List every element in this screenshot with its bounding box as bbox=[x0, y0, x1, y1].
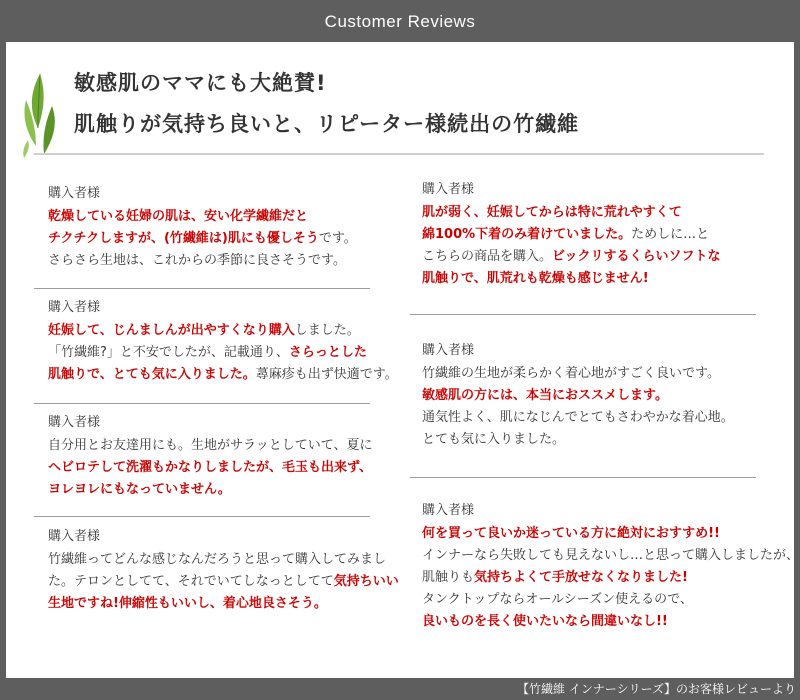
review-line bbox=[48, 479, 372, 501]
highlighted-text: 乾燥している妊婦の肌は、安い化学繊維だと bbox=[48, 209, 309, 224]
review-text: タンクトップならオールシーズン使えるので、 bbox=[422, 592, 693, 607]
review-line bbox=[422, 523, 799, 545]
review-text: 通気性よく、肌になじんでとてもさわやかな着心地。 bbox=[422, 410, 734, 425]
review-line bbox=[48, 593, 399, 615]
review-divider bbox=[410, 477, 756, 478]
highlighted-text: チクチクしますが、(竹繊維は)肌にも優しそう bbox=[48, 231, 319, 246]
review-line bbox=[48, 457, 372, 479]
highlighted-text: ヘビロテして洗濯もかなりしましたが、毛玉も出来ず、 bbox=[48, 460, 372, 475]
review-text: インナーなら失敗しても見えないし…と思って購入しましたが、 bbox=[422, 548, 800, 563]
review-author: 購入者様 bbox=[48, 300, 101, 315]
review-panel bbox=[6, 42, 800, 678]
review-line bbox=[422, 202, 721, 224]
review-line bbox=[422, 429, 734, 451]
review-block bbox=[422, 179, 721, 290]
review-line bbox=[422, 224, 721, 246]
page-header bbox=[0, 0, 800, 42]
review-line bbox=[422, 385, 734, 407]
highlighted-text: 肌触りで、とても気に入りました。 bbox=[48, 367, 256, 382]
highlighted-text: 肌触りで、肌荒れも乾燥も感じません! bbox=[422, 271, 649, 286]
review-text: こちらの商品を購入。 bbox=[422, 249, 553, 264]
review-text: 自分用とお友達用にも。生地がサラッとしていて、夏に bbox=[48, 438, 373, 453]
review-divider bbox=[34, 403, 370, 404]
review-block bbox=[48, 412, 372, 501]
review-block bbox=[422, 500, 799, 633]
review-block bbox=[48, 183, 357, 272]
review-block bbox=[422, 340, 734, 451]
review-line bbox=[48, 320, 398, 342]
review-block bbox=[48, 526, 399, 615]
review-text: しました。 bbox=[294, 323, 360, 338]
review-line bbox=[422, 567, 799, 589]
review-author: 購入者様 bbox=[48, 186, 101, 201]
review-author: 購入者様 bbox=[422, 182, 475, 197]
highlighted-text: ビックリするくらいソフトな bbox=[552, 249, 721, 264]
review-line bbox=[422, 545, 799, 567]
header-title: Customer Reviews bbox=[324, 12, 476, 31]
review-text: です。 bbox=[318, 231, 357, 246]
highlighted-text: 気持ちいい bbox=[333, 574, 399, 589]
review-line bbox=[48, 571, 399, 593]
review-line bbox=[48, 549, 399, 571]
highlighted-text: 気持ちよくて手放せなくなりました! bbox=[474, 570, 688, 585]
review-author: 購入者様 bbox=[48, 529, 101, 544]
review-line bbox=[48, 206, 357, 228]
review-author: 購入者様 bbox=[48, 415, 101, 430]
review-text: た。テロンとしてて、それでいてしなっとしてて bbox=[48, 574, 334, 589]
review-divider bbox=[34, 288, 370, 289]
highlighted-text: 生地ですね!伸縮性もいいし、着心地良さそう。 bbox=[48, 596, 327, 611]
highlighted-text: 敏感肌の方には、本当におススメします。 bbox=[422, 388, 668, 403]
review-text: とても気に入りました。 bbox=[422, 432, 566, 447]
review-line bbox=[422, 246, 721, 268]
review-line bbox=[422, 363, 734, 385]
highlighted-text: 肌が弱く、妊娠してからは特に荒れやすくて bbox=[422, 205, 682, 220]
highlighted-text: 綿100%下着のみ着けていました。 bbox=[422, 227, 632, 242]
review-line bbox=[48, 364, 398, 386]
review-divider bbox=[34, 516, 370, 517]
review-block bbox=[48, 297, 398, 386]
review-text: 竹繊維の生地が柔らかく着心地がすごく良いです。 bbox=[422, 366, 720, 381]
review-text: 蕁麻疹も出ず快適です。 bbox=[255, 367, 398, 382]
review-author: 購入者様 bbox=[422, 503, 475, 518]
review-text: 竹繊維ってどんな感じなんだろうと思って購入してみまし bbox=[48, 552, 387, 567]
review-text: ためしに…と bbox=[631, 227, 710, 242]
highlighted-text: 良いものを長く使いたいなら間違いなし!! bbox=[422, 614, 668, 629]
highlighted-text: ヨレヨレにもなっていません。 bbox=[48, 482, 231, 497]
review-line bbox=[422, 407, 734, 429]
review-line bbox=[48, 342, 398, 364]
highlighted-text: 妊娠して、じんましんが出やすくなり購入 bbox=[48, 323, 295, 338]
review-line bbox=[48, 228, 357, 250]
headline-line-1: 敏感肌のママにも大絶賛! bbox=[74, 71, 327, 95]
bamboo-leaf-icon bbox=[20, 70, 60, 160]
review-text: 肌触りも bbox=[422, 570, 475, 585]
highlighted-text: さらっとした bbox=[288, 345, 367, 360]
review-line bbox=[422, 589, 799, 611]
review-author: 購入者様 bbox=[422, 343, 475, 358]
review-text: 「竹繊維?」と不安でしたが、記載通り、 bbox=[48, 345, 289, 360]
headline-divider bbox=[34, 153, 764, 155]
review-line bbox=[422, 611, 799, 633]
review-line bbox=[48, 435, 372, 457]
review-line bbox=[48, 250, 357, 272]
review-line bbox=[422, 268, 721, 290]
review-divider bbox=[410, 314, 756, 315]
review-text: さらさら生地は、これからの季節に良さそうです。 bbox=[48, 253, 346, 268]
footer-note bbox=[0, 678, 796, 700]
footer-text: 【竹繊維 インナーシリーズ】のお客様レビューより bbox=[517, 682, 796, 696]
highlighted-text: 何を買って良いか迷っている方に絶対におすすめ!! bbox=[422, 526, 720, 541]
headline-line-2: 肌触りが気持ち良いと、リピーター様続出の竹繊維 bbox=[74, 112, 580, 136]
